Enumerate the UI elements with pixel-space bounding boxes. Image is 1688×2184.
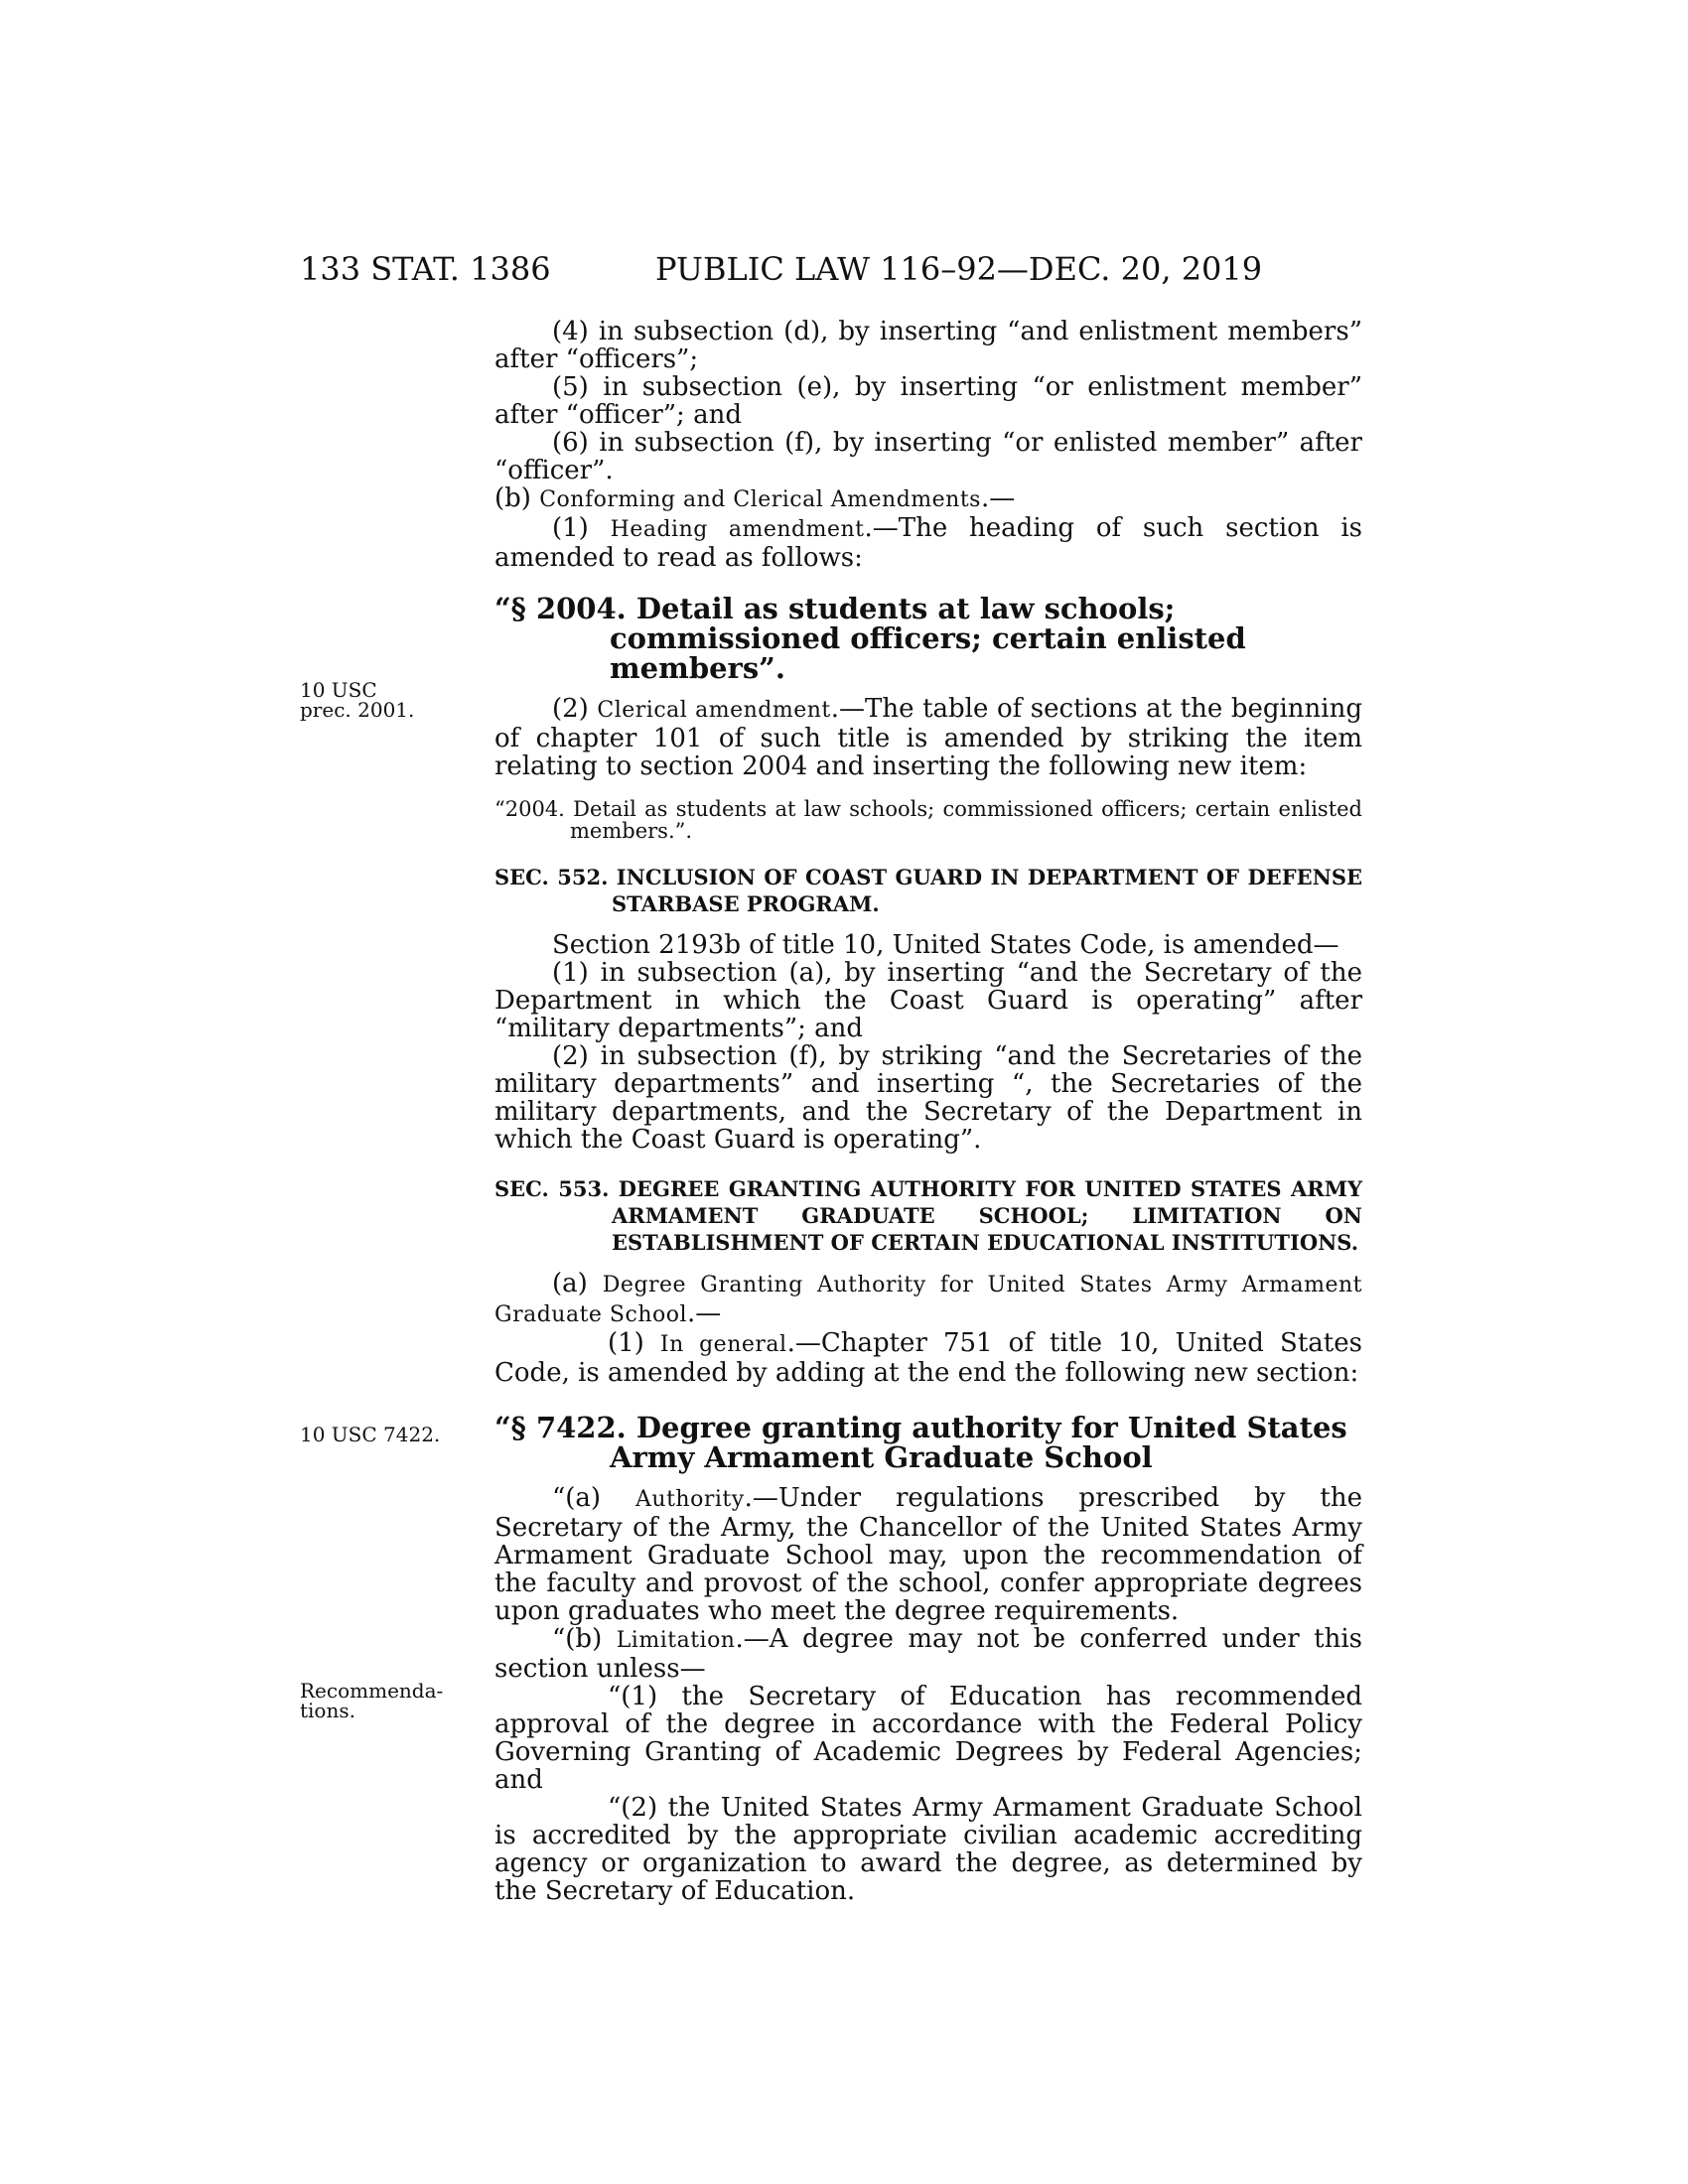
- paragraph-caption: In general: [659, 1332, 787, 1357]
- stat-page-number: 133 STAT. 1386: [300, 250, 551, 288]
- margin-note-line: 10 USC: [300, 678, 377, 702]
- margin-note-usc-prec-2001: [300, 680, 414, 720]
- limitation-paragraph-2: “(2) the United States Army Armament Graduate School is accredited by the appropriate civilian academic accrediting agency or organization to award the degree, as determined by the Secretary of Education.: [494, 1793, 1362, 1906]
- margin-note-line: 10 USC 7422.: [300, 1423, 441, 1446]
- paragraph-caption: Heading amendment: [610, 517, 865, 542]
- subsection-caption: Conforming and Clerical Amendments: [539, 487, 981, 512]
- subsection-text: .—Under regulations prescribed by the Secretary of the Army, the Chancellor of the United States Army Armament Graduate School may, upon the recommendation of the faculty and provost of the school, confer appropriate degrees upon graduates who meet the degree requirements.: [494, 1483, 1362, 1626]
- margin-note-recommendations: [300, 1681, 443, 1720]
- subsection-label: “(a): [552, 1483, 636, 1513]
- limitation-paragraph-1: “(1) the Secretary of Education has recommended approval of the degree in accordance with the Federal Policy Governing Granting of Academic Degrees by Federal Agencies; and: [494, 1682, 1362, 1795]
- sec-552-heading: SEC. 552. INCLUSION OF COAST GUARD IN DEPARTMENT OF DEFENSE STARBASE PROGRAM.: [494, 865, 1362, 916]
- sec-553-heading: SEC. 553. DEGREE GRANTING AUTHORITY FOR UNITED STATES ARMY ARMAMENT GRADUATE SCHOOL; LIMITATION ON ESTABLISHMENT OF CERTAIN EDUCATIONAL INSTITUTIONS.: [494, 1176, 1362, 1255]
- margin-note-usc-7422: [300, 1425, 440, 1444]
- heading-amendment: [494, 514, 1362, 572]
- in-general-paragraph: [494, 1329, 1362, 1387]
- sec-552-intro: Section 2193b of title 10, United States Code, is amended—: [552, 930, 1339, 960]
- subsection-label: “(b): [552, 1624, 617, 1654]
- sec-552-paragraph-2: (2) in subsection (f), by striking “and the Secretaries of the military departments” and inserting “, the Secretaries of the military departments, and the Secretary of the Department in which the Coast Guard is operating”.: [494, 1041, 1362, 1155]
- subsection-text: .—A degree may not be conferred under this section unless—: [494, 1624, 1362, 1684]
- paragraph-text: .—The heading of such section is amended to read as follows:: [494, 513, 1363, 573]
- running-head: PUBLIC LAW 116–92—DEC. 20, 2019: [655, 250, 1263, 288]
- subsection-label: (b): [494, 483, 540, 513]
- subsection-b-heading: [494, 484, 1362, 514]
- table-of-sections-item: “2004. Detail as students at law schools; commissioned officers; certain enlisted members.”.: [494, 797, 1362, 843]
- margin-note-line: tions.: [300, 1699, 355, 1722]
- margin-note-line: Recommenda-: [300, 1679, 444, 1703]
- subsection-dash: .—: [980, 483, 1016, 513]
- subsection-a-heading: [494, 1270, 1362, 1329]
- clerical-amendment: [494, 695, 1362, 780]
- paragraph-caption: Clerical amendment: [597, 698, 831, 723]
- paragraph-text: .—Chapter 751 of title 10, United States Code, is amended by adding at the end the following new section:: [494, 1328, 1362, 1388]
- paragraph-5: (5) in subsection (e), by inserting “or enlistment member” after “officer”; and: [494, 372, 1362, 430]
- section-7422-heading: “§ 7422. Degree granting authority for United States Army Armament Graduate School: [494, 1411, 1347, 1474]
- subsection-dash: .—: [687, 1298, 722, 1328]
- margin-note-line: prec. 2001.: [300, 698, 415, 722]
- paragraph-label: (1): [552, 513, 611, 543]
- paragraph-label: (2): [552, 694, 598, 724]
- authority-subsection: [494, 1484, 1362, 1625]
- statute-body: [494, 318, 1362, 1905]
- subsection-caption: Authority: [635, 1487, 745, 1512]
- paragraph-4: (4) in subsection (d), by inserting “and enlistment members” after “officers”;: [494, 317, 1362, 374]
- section-2004-heading: “§ 2004. Detail as students at law schools; commissioned officers; certain enlisted members”.: [494, 592, 1246, 685]
- subsection-caption: Degree Granting Authority for United States Army Armament Graduate School: [494, 1273, 1362, 1327]
- subsection-caption: Limitation: [616, 1628, 736, 1653]
- subsection-label: (a): [552, 1269, 603, 1298]
- sec-552-paragraph-1: (1) in subsection (a), by inserting “and the Secretary of the Department in which the Coast Guard is operating” after “military departments”; and: [494, 958, 1362, 1043]
- paragraph-6: (6) in subsection (f), by inserting “or enlisted member” after “officer”.: [494, 428, 1362, 485]
- limitation-subsection: [494, 1625, 1362, 1683]
- paragraph-text: .—The table of sections at the beginning of chapter 101 of such title is amended by striking the item relating to section 2004 and inserting the following new item:: [494, 694, 1362, 781]
- paragraph-label: (1): [608, 1328, 660, 1358]
